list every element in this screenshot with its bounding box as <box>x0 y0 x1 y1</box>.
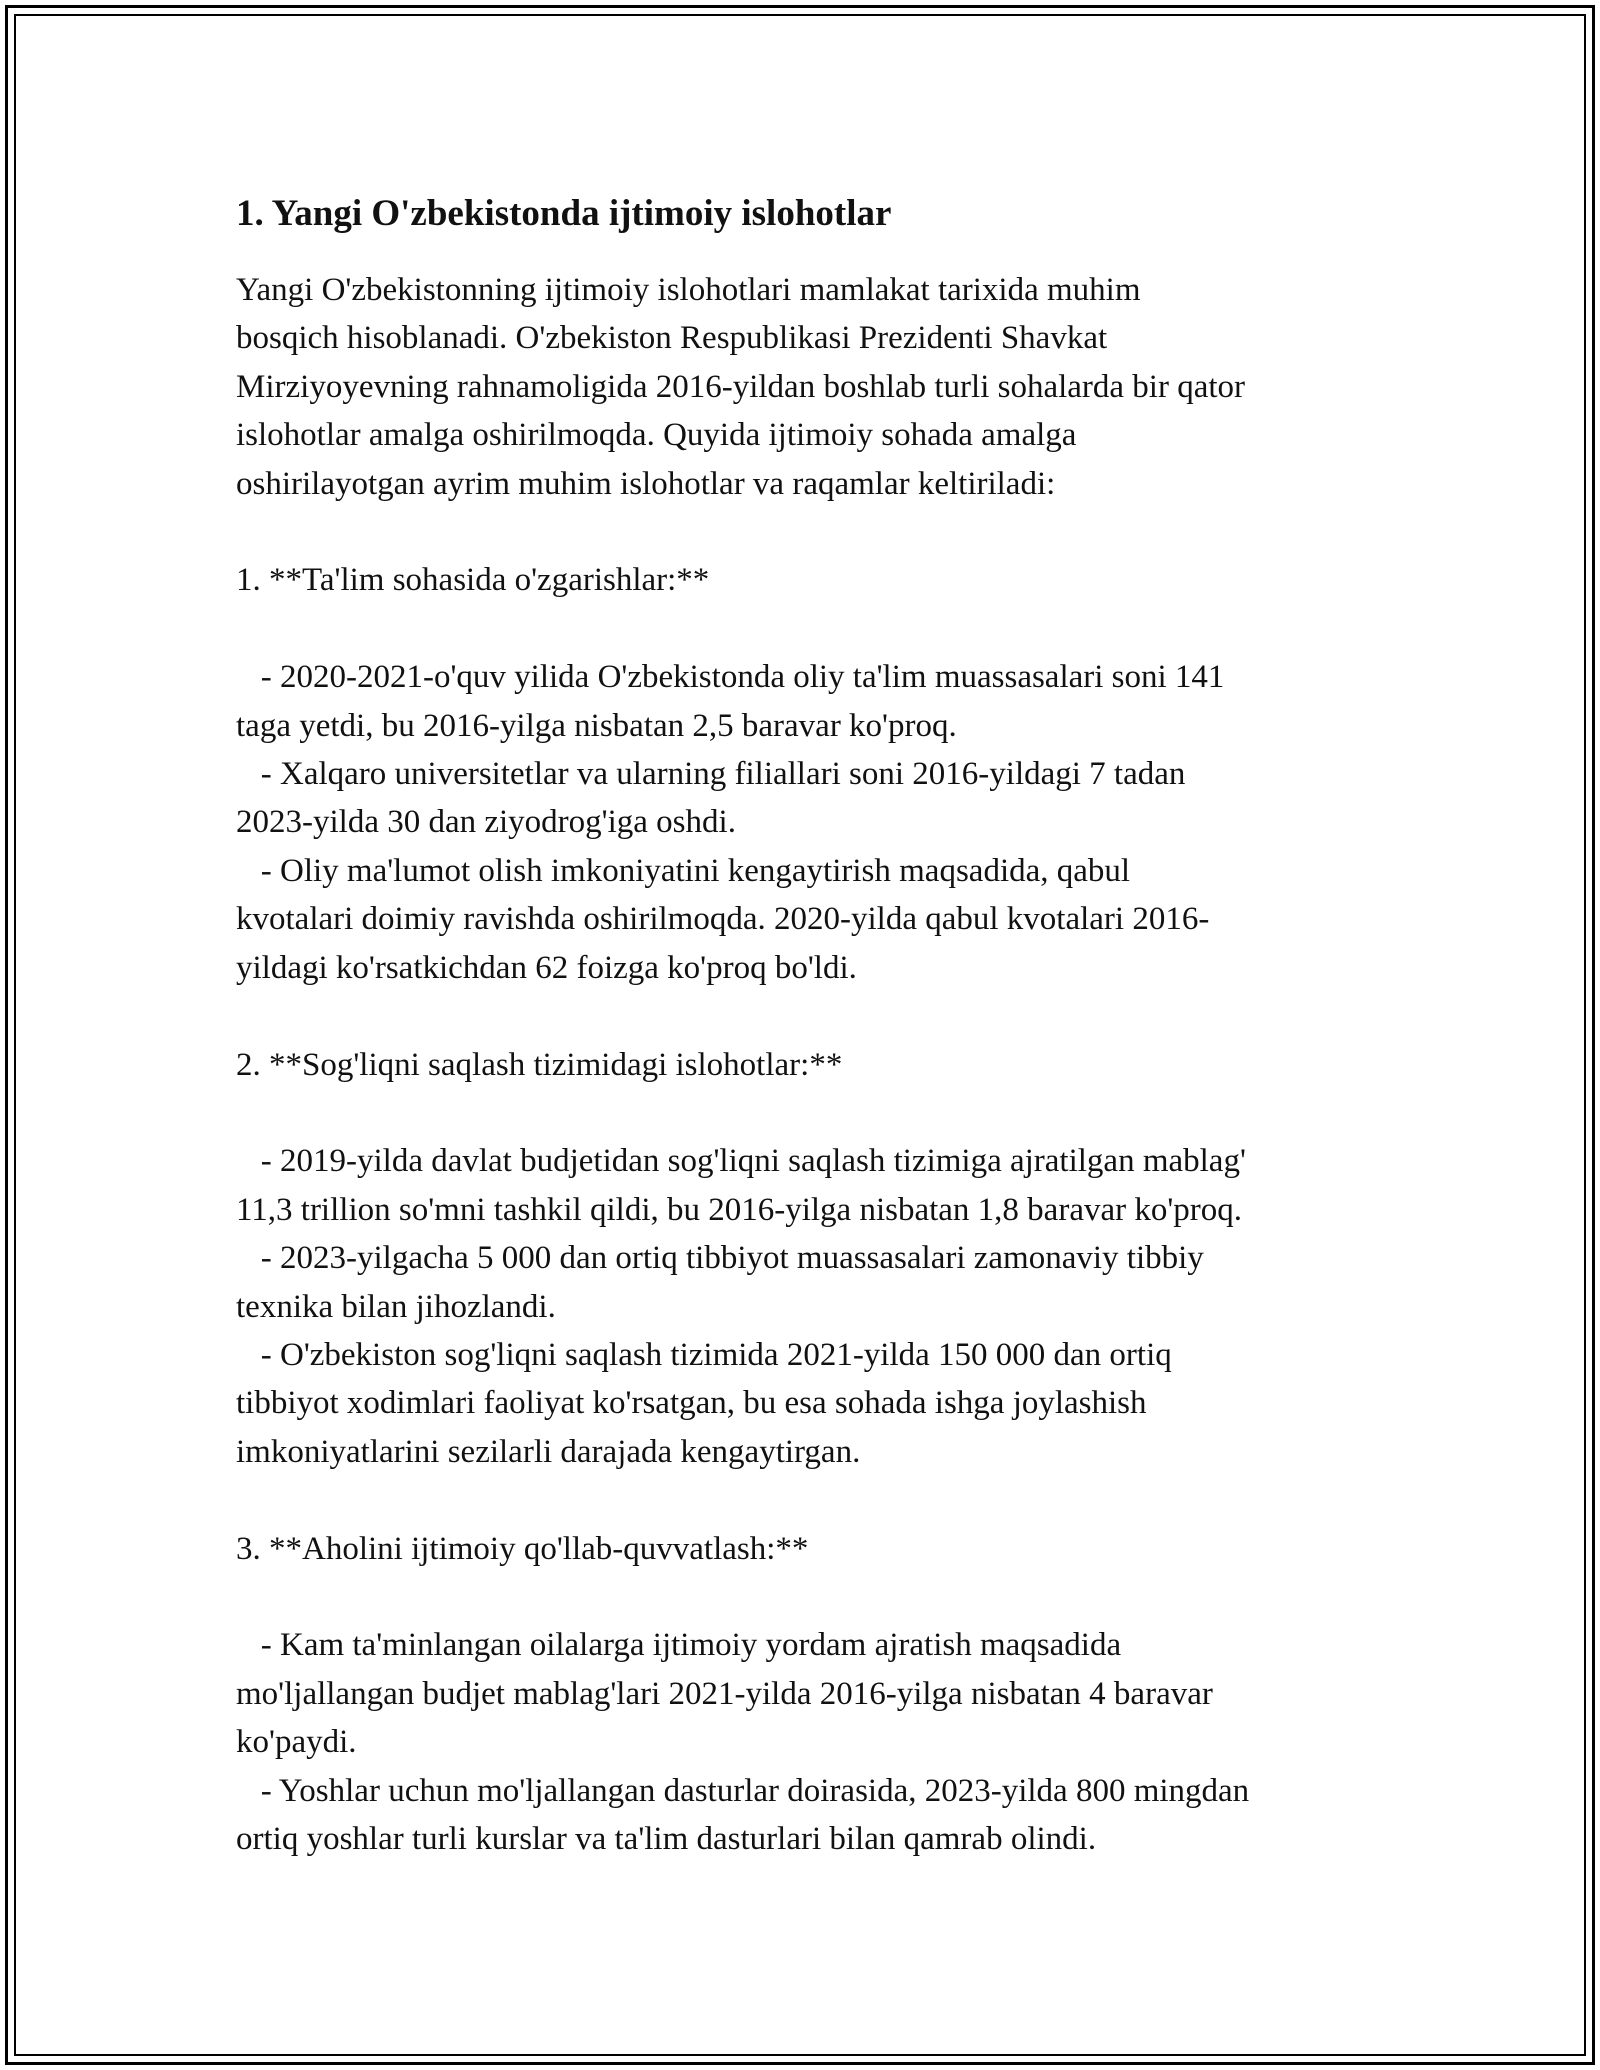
document-body: Yangi O'zbekistonning ijtimoiy islohotlari mamlakat tarixida muhim bosqich hisoblanadi. O'zbekiston Respublikasi Prezidenti Shavkat Mirziyoyevning rahnamoligida 2016-yildan boshlab turli sohalarda bir qator islohotlar amalga oshirilmoqda. Quyida ijtimoiy sohada amalga oshirilayotgan ayrim muhim islohotlar va raqamlar keltiriladi: 1. **Ta'lim sohasida o'zgarishlar:** - 2020-2021-o'quv yilida O'zbekistonda oliy ta'lim muassasalari soni 141 taga yetdi, bu 2016-yilga nisbatan 2,5 baravar ko'proq. - Xalqaro universitetlar va ularning filiallari soni 2016-yildagi 7 tadan 2023-yilda 30 dan ziyodrog'iga oshdi. - Oliy ma'lumot olish imkoniyatini kengaytirish maqsadida, qabul kvotalari doimiy ravishda oshirilmoqda. 2020-yilda qabul kvotalari 2016- yildagi ko'rsatkichdan 62 foizga ko'proq bo'ldi. 2. **Sog'liqni saqlash tizimidagi islohotlar:** - 2019-yilda davlat budjetidan sog'liqni saqlash tizimiga ajratilgan mablag' 11,3 trillion so'mni tashkil qildi, bu 2016-yilga nisbatan 1,8 baravar ko'proq. - 2023-yilgacha 5 000 dan ortiq tibbiyot muassasalari zamonaviy tibbiy texnika bilan jihozlandi. - O'zbekiston sog'liqni saqlash tizimida 2021-yilda 150 000 dan ortiq tibbiyot xodimlari faoliyat ko'rsatgan, bu esa sohada ishga joylashish imkoniyatlarini sezilarli darajada kengaytirgan. 3. **Aholini ijtimoiy qo'llab-quvvatlash:** - Kam ta'minlangan oilalarga ijtimoiy yordam ajratish maqsadida mo'ljallangan budjet mablag'lari 2021-yilda 2016-yilga nisbatan 4 baravar ko'paydi. - Yoshlar uchun mo'ljallangan dasturlar doirasida, 2023-yilda 800 mingdan ortiq yoshlar turli kurslar va ta'lim dasturlari bilan qamrab olindi. <box>236 272 1250 1857</box>
document-title: 1. Yangi O'zbekistonda ijtimoiy islohotlar <box>236 193 892 234</box>
document-page <box>236 184 1366 1863</box>
